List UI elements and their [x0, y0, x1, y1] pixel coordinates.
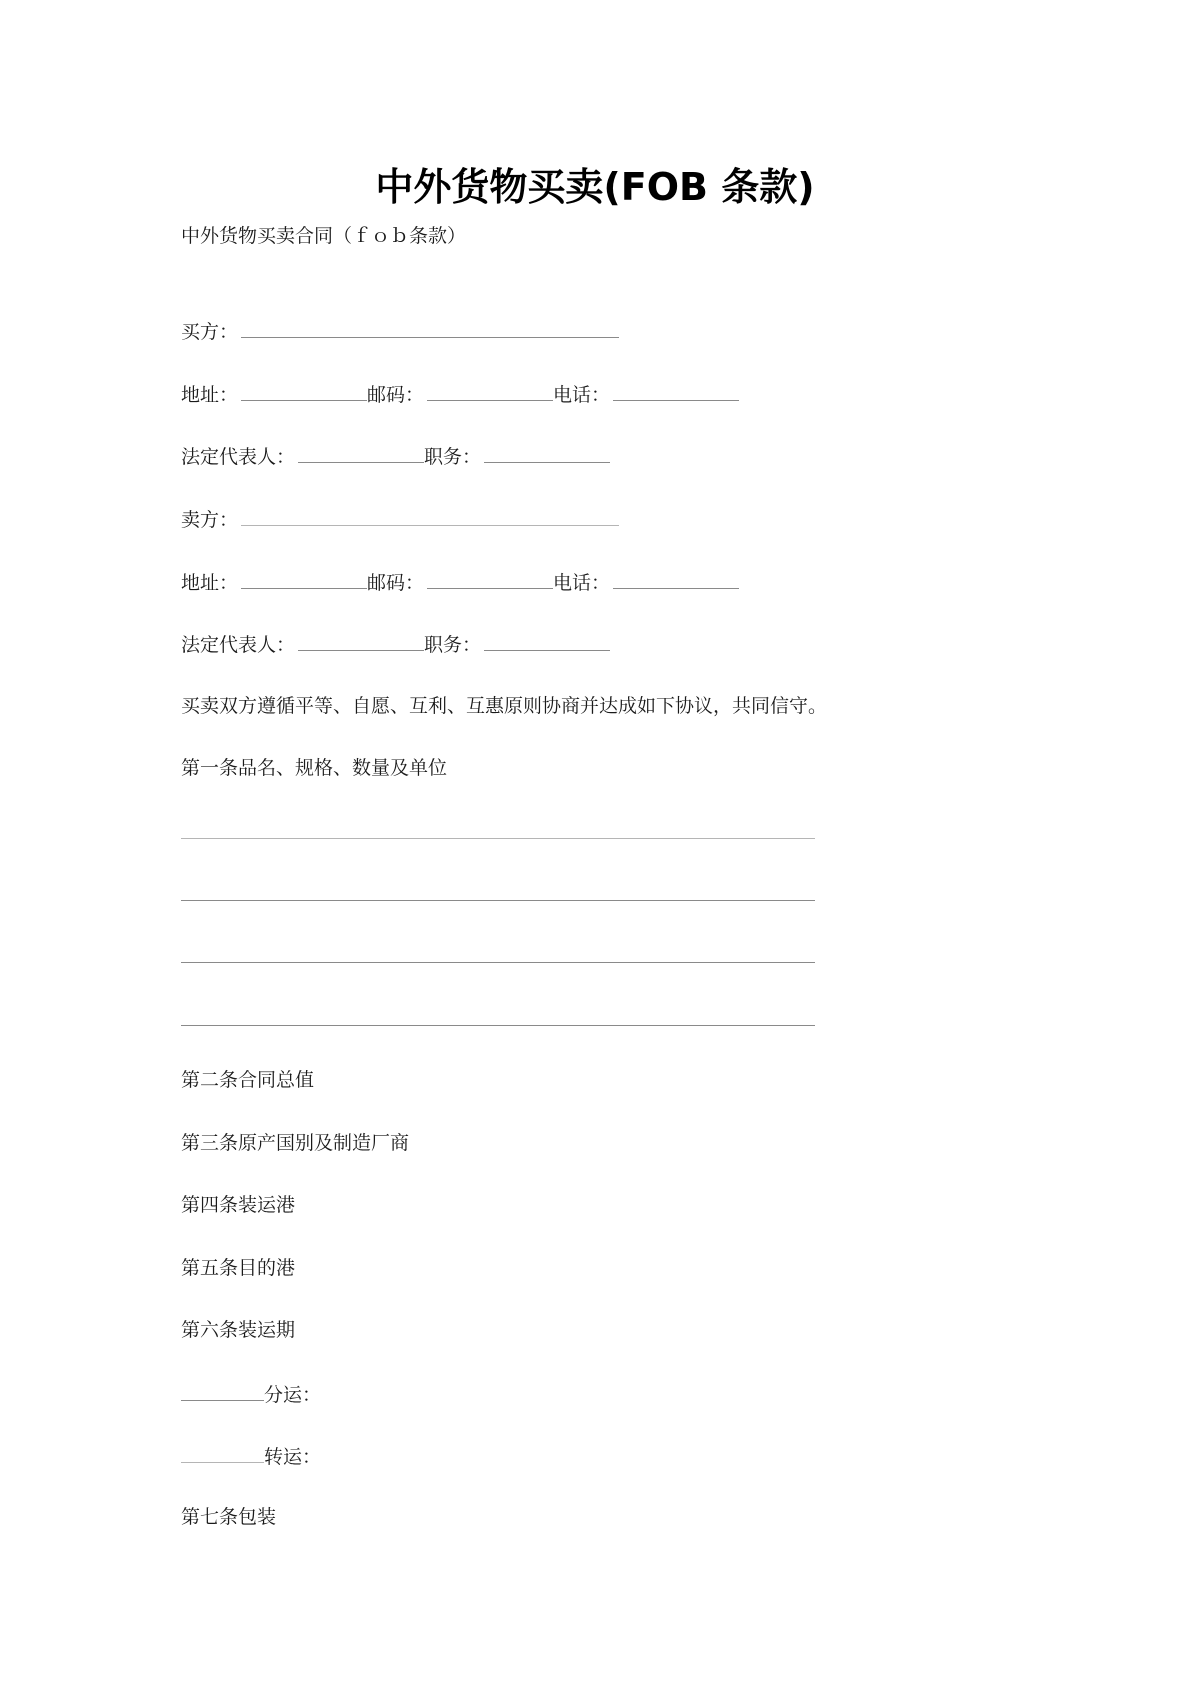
article-5-heading: 第五条目的港	[181, 1257, 296, 1279]
seller-phone-label: 电话：	[553, 572, 611, 594]
article-1-heading: 第一条品名、规格、数量及单位	[181, 757, 448, 779]
buyer-postcode-label: 邮码：	[367, 384, 425, 406]
buyer-row	[181, 317, 619, 345]
article-1-fill-line[interactable]	[181, 900, 815, 901]
seller-rep-row	[181, 630, 610, 658]
buyer-address-label: 地址：	[181, 384, 239, 406]
seller-contact-row	[181, 568, 739, 596]
seller-name-field[interactable]	[241, 505, 619, 526]
buyer-name-field[interactable]	[241, 317, 619, 338]
article-1-fill-line[interactable]	[181, 838, 815, 839]
article-6-heading: 第六条装运期	[181, 1319, 296, 1341]
seller-rep-field[interactable]	[298, 630, 424, 651]
article-1-fill-line[interactable]	[181, 962, 815, 963]
transshipment-row	[181, 1442, 321, 1470]
article-7-heading: 第七条包装	[181, 1506, 277, 1528]
seller-address-field[interactable]	[241, 568, 367, 589]
transshipment-field[interactable]	[181, 1442, 264, 1463]
seller-postcode-field[interactable]	[427, 568, 553, 589]
preamble: 买卖双方遵循平等、自愿、互利、互惠原则协商并达成如下协议，共同信守。	[181, 695, 828, 717]
buyer-address-field[interactable]	[241, 380, 367, 401]
partial-shipment-label: 分运：	[264, 1384, 322, 1406]
document-title: 中外货物买卖(FOB 条款)	[375, 165, 815, 209]
seller-rep-label: 法定代表人：	[181, 634, 296, 656]
seller-postcode-label: 邮码：	[367, 572, 425, 594]
seller-position-label: 职务：	[424, 634, 482, 656]
article-3-heading: 第三条原产国别及制造厂商	[181, 1132, 410, 1154]
buyer-position-field[interactable]	[484, 442, 610, 463]
buyer-phone-field[interactable]	[613, 380, 739, 401]
seller-label: 卖方：	[181, 509, 239, 531]
partial-shipment-field[interactable]	[181, 1380, 264, 1401]
seller-address-label: 地址：	[181, 572, 239, 594]
document-subtitle: 中外货物买卖合同（ｆｏｂ条款）	[181, 225, 467, 247]
seller-position-field[interactable]	[484, 630, 610, 651]
buyer-position-label: 职务：	[424, 446, 482, 468]
article-1-fill-line[interactable]	[181, 1025, 815, 1026]
buyer-rep-row	[181, 442, 610, 470]
buyer-label: 买方：	[181, 321, 239, 343]
transshipment-label: 转运：	[264, 1446, 322, 1468]
buyer-postcode-field[interactable]	[427, 380, 553, 401]
buyer-phone-label: 电话：	[553, 384, 611, 406]
buyer-contact-row	[181, 380, 739, 408]
seller-phone-field[interactable]	[613, 568, 739, 589]
seller-row	[181, 505, 619, 533]
partial-shipment-row	[181, 1380, 321, 1408]
article-2-heading: 第二条合同总值	[181, 1069, 315, 1091]
article-4-heading: 第四条装运港	[181, 1194, 296, 1216]
buyer-rep-label: 法定代表人：	[181, 446, 296, 468]
buyer-rep-field[interactable]	[298, 442, 424, 463]
